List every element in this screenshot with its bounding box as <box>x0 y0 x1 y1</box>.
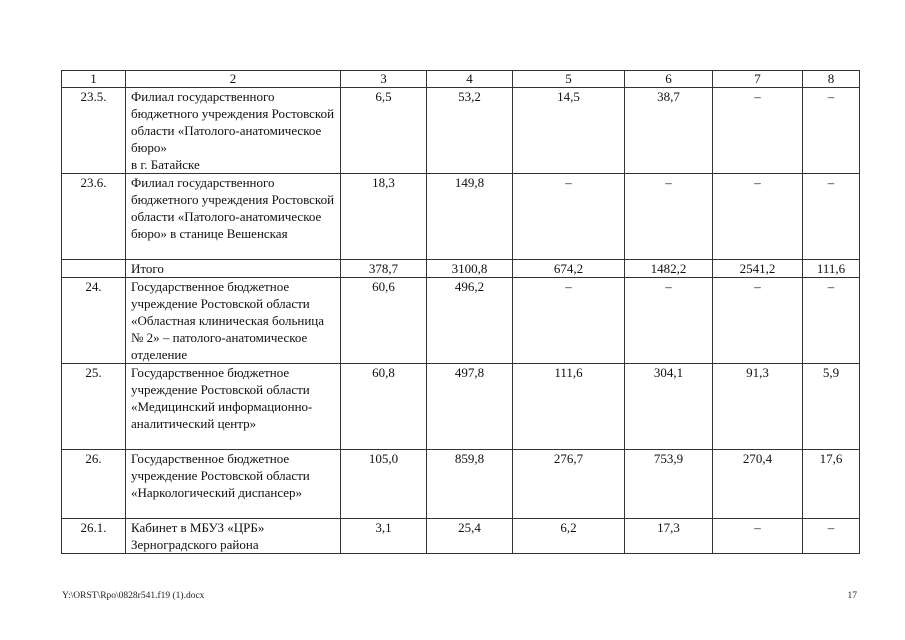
column-header: 1 <box>62 71 126 88</box>
col-6-value: 753,9 <box>625 450 713 519</box>
row-number: 25. <box>62 364 126 450</box>
column-header: 5 <box>513 71 625 88</box>
col-4-value: 496,2 <box>427 278 513 364</box>
col-4-value: 149,8 <box>427 174 513 260</box>
col-8-value: – <box>803 88 860 174</box>
col-4-value: 859,8 <box>427 450 513 519</box>
row-number <box>62 260 126 278</box>
col-5-value: 14,5 <box>513 88 625 174</box>
col-3-value: 6,5 <box>341 88 427 174</box>
col-7-value: 2541,2 <box>713 260 803 278</box>
col-4-value: 25,4 <box>427 519 513 554</box>
footer-file-path: Y:\ORST\Rpo\0828r541.f19 (1).docx <box>62 591 205 601</box>
col-8-value: 5,9 <box>803 364 860 450</box>
institution-name: Кабинет в МБУЗ «ЦРБ» Зерноградского района <box>126 519 341 554</box>
col-5-value: 674,2 <box>513 260 625 278</box>
column-header: 7 <box>713 71 803 88</box>
col-8-value: – <box>803 519 860 554</box>
col-6-value: – <box>625 174 713 260</box>
institution-name: Государственное бюджетное учреждение Ростовской области «Областная клиническая больница № 2» – патолого-анатомическое отделение <box>126 278 341 364</box>
col-5-value: – <box>513 278 625 364</box>
table-header-row <box>62 71 860 88</box>
table-row <box>62 278 860 364</box>
row-number: 23.6. <box>62 174 126 260</box>
col-8-value: – <box>803 174 860 260</box>
col-7-value: – <box>713 278 803 364</box>
col-5-value: – <box>513 174 625 260</box>
table-row <box>62 88 860 174</box>
column-header: 2 <box>126 71 341 88</box>
col-8-value: 17,6 <box>803 450 860 519</box>
row-number: 26. <box>62 450 126 519</box>
col-3-value: 105,0 <box>341 450 427 519</box>
col-7-value: – <box>713 519 803 554</box>
col-6-value: 1482,2 <box>625 260 713 278</box>
column-header: 8 <box>803 71 860 88</box>
table-row <box>62 519 860 554</box>
col-8-value: – <box>803 278 860 364</box>
table-row <box>62 450 860 519</box>
institution-name: Государственное бюджетное учреждение Ростовской области «Медицинский информационно-аналитический центр» <box>126 364 341 450</box>
column-header: 3 <box>341 71 427 88</box>
col-4-value: 3100,8 <box>427 260 513 278</box>
col-4-value: 53,2 <box>427 88 513 174</box>
col-7-value: 270,4 <box>713 450 803 519</box>
table-row <box>62 364 860 450</box>
col-3-value: 60,6 <box>341 278 427 364</box>
row-number: 26.1. <box>62 519 126 554</box>
column-header: 4 <box>427 71 513 88</box>
table-row <box>62 174 860 260</box>
col-3-value: 60,8 <box>341 364 427 450</box>
col-3-value: 378,7 <box>341 260 427 278</box>
col-8-value: 111,6 <box>803 260 860 278</box>
col-5-value: 111,6 <box>513 364 625 450</box>
col-6-value: 304,1 <box>625 364 713 450</box>
column-header: 6 <box>625 71 713 88</box>
row-number: 23.5. <box>62 88 126 174</box>
institution-name: Государственное бюджетное учреждение Ростовской области «Наркологический диспансер» <box>126 450 341 519</box>
col-7-value: – <box>713 174 803 260</box>
col-3-value: 18,3 <box>341 174 427 260</box>
table-row <box>62 260 860 278</box>
col-4-value: 497,8 <box>427 364 513 450</box>
col-3-value: 3,1 <box>341 519 427 554</box>
institution-name: Филиал государственного бюджетного учреждения Ростовской области «Патолого-анатомическое бюро» в г. Батайске <box>126 88 341 174</box>
col-7-value: 91,3 <box>713 364 803 450</box>
col-6-value: – <box>625 278 713 364</box>
col-5-value: 6,2 <box>513 519 625 554</box>
col-6-value: 38,7 <box>625 88 713 174</box>
col-7-value: – <box>713 88 803 174</box>
institution-name: Филиал государственного бюджетного учреждения Ростовской области «Патолого-анатомическое бюро» в станице Вешенская <box>126 174 341 260</box>
col-5-value: 276,7 <box>513 450 625 519</box>
row-number: 24. <box>62 278 126 364</box>
page-number: 17 <box>847 591 857 601</box>
col-6-value: 17,3 <box>625 519 713 554</box>
data-table <box>61 70 860 554</box>
institution-name: Итого <box>126 260 341 278</box>
